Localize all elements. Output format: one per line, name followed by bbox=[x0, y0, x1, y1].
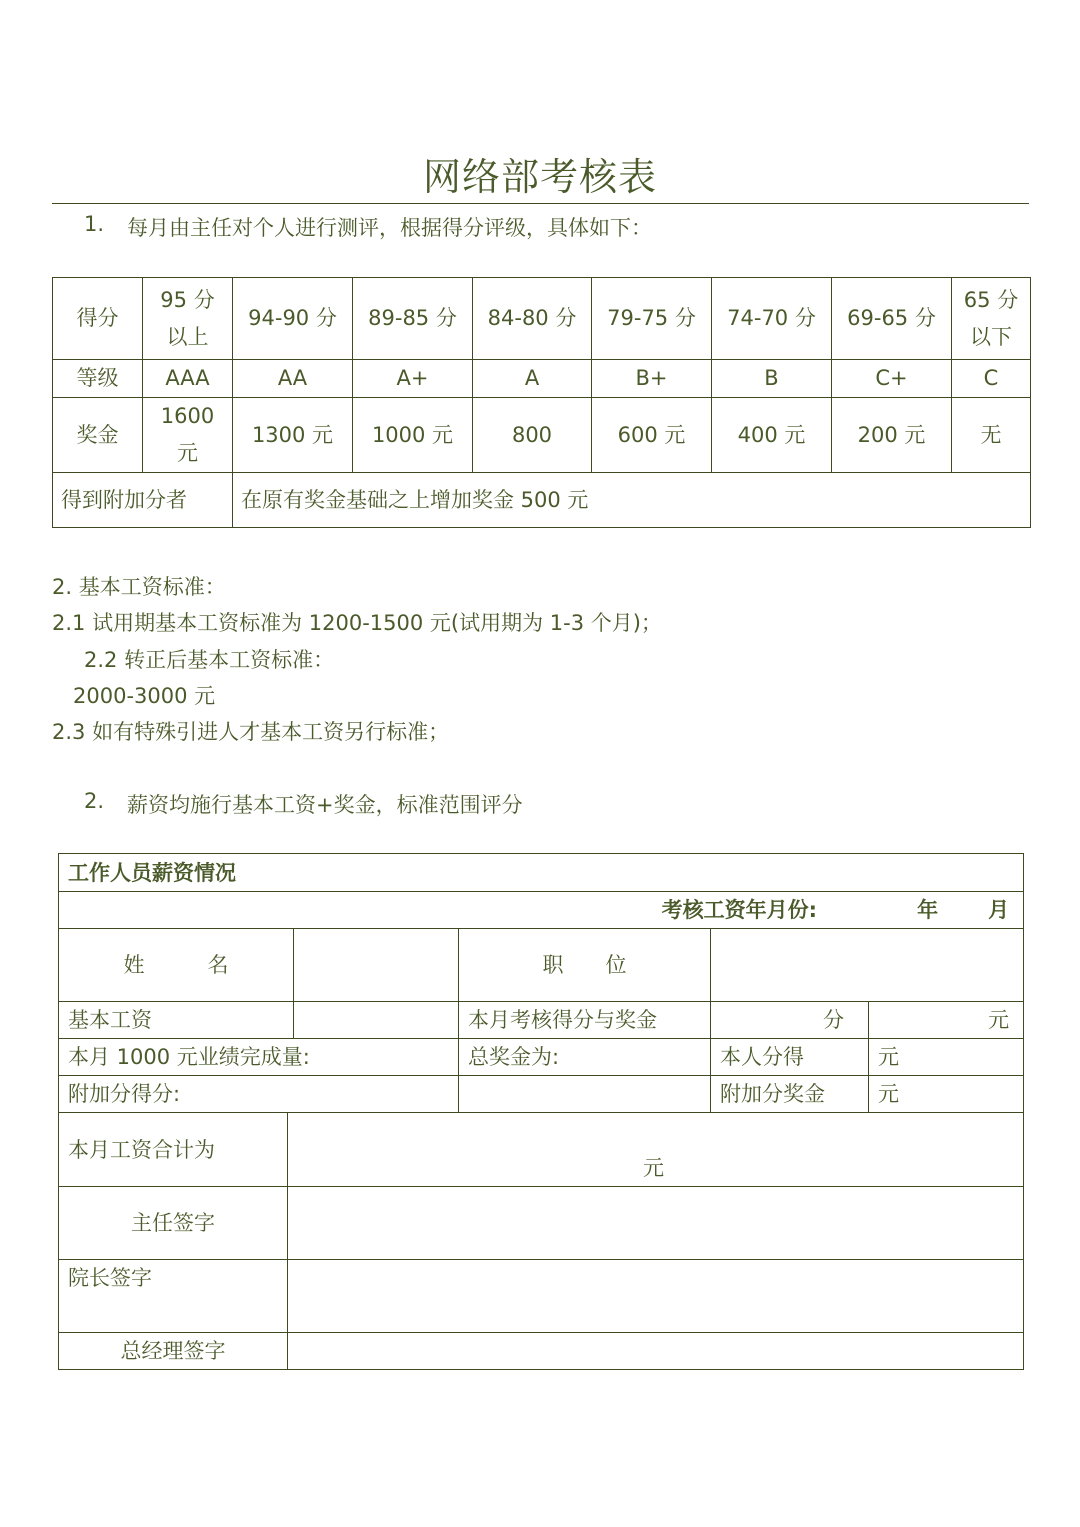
extra-row bbox=[53, 473, 1031, 528]
score-bonus-label: 本月考核得分与奖金 bbox=[459, 1002, 711, 1039]
score-cell: 94-90 分 bbox=[233, 278, 353, 360]
base-salary-value[interactable] bbox=[294, 1002, 459, 1039]
bonus-label: 奖金 bbox=[53, 398, 143, 473]
score-row bbox=[53, 278, 1031, 360]
section2-heading: 2. 基本工资标准： bbox=[52, 575, 226, 599]
period-cell bbox=[59, 892, 1024, 929]
monthly-total-value[interactable] bbox=[288, 1113, 1024, 1187]
title-divider bbox=[52, 203, 1029, 204]
grade-cell: A bbox=[473, 360, 592, 398]
director-sign-field[interactable] bbox=[288, 1187, 1024, 1260]
monthly-total-label: 本月工资合计为 bbox=[59, 1113, 288, 1187]
bonus-unit: 元 bbox=[869, 1002, 1024, 1039]
page-title: 网络部考核表 bbox=[422, 155, 657, 199]
grade-table bbox=[52, 277, 1031, 528]
dean-sign-field[interactable] bbox=[288, 1260, 1024, 1333]
extra-label: 得到附加分者 bbox=[53, 473, 233, 528]
section2-item-1: 2.1 试用期基本工资标准为 1200-1500 元(试用期为 1-3 个月)； bbox=[52, 611, 662, 635]
salary-table bbox=[58, 853, 1024, 1370]
score-unit: 分 bbox=[711, 1002, 869, 1039]
gm-sign-row bbox=[59, 1333, 1024, 1370]
score-label: 得分 bbox=[53, 278, 143, 360]
monthly-total-row bbox=[59, 1113, 1024, 1187]
bonus-cell: 1600 元 bbox=[143, 398, 233, 473]
score-cell: 65 分 以下 bbox=[952, 278, 1031, 360]
score-cell: 89-85 分 bbox=[353, 278, 473, 360]
period-year: 年 bbox=[917, 898, 939, 922]
bonus-cell: 1000 元 bbox=[353, 398, 473, 473]
position-value[interactable] bbox=[711, 929, 1024, 1002]
total-bonus-label: 总奖金为: bbox=[459, 1039, 711, 1076]
dean-sign-label: 院长签字 bbox=[59, 1260, 288, 1333]
dean-sign-row bbox=[59, 1260, 1024, 1333]
score-cell: 79-75 分 bbox=[592, 278, 712, 360]
base-salary-row bbox=[59, 1002, 1024, 1039]
gm-sign-label: 总经理签字 bbox=[59, 1333, 288, 1370]
grade-label: 等级 bbox=[53, 360, 143, 398]
period-month: 月 bbox=[988, 898, 1010, 922]
score-cell: 74-70 分 bbox=[712, 278, 832, 360]
section2-item-3: 2.3 如有特殊引进人才基本工资另行标准； bbox=[52, 720, 450, 744]
grade-cell: A+ bbox=[353, 360, 473, 398]
bonus-cell: 200 元 bbox=[832, 398, 952, 473]
name-label: 姓 名 bbox=[59, 929, 294, 1002]
extra-bonus-unit: 元 bbox=[869, 1076, 1024, 1113]
grade-cell: AAA bbox=[143, 360, 233, 398]
bonus-cell: 1300 元 bbox=[233, 398, 353, 473]
director-sign-row bbox=[59, 1187, 1024, 1260]
extra-value: 在原有奖金基础之上增加奖金 500 元 bbox=[233, 473, 1031, 528]
extra-score-value[interactable] bbox=[459, 1076, 711, 1113]
grade-cell: C bbox=[952, 360, 1031, 398]
personal-share-unit: 元 bbox=[869, 1039, 1024, 1076]
grade-cell: C+ bbox=[832, 360, 952, 398]
period-row bbox=[59, 892, 1024, 929]
performance-label: 本月 1000 元业绩完成量: bbox=[59, 1039, 459, 1076]
gm-sign-field[interactable] bbox=[288, 1333, 1024, 1370]
base-salary-label: 基本工资 bbox=[59, 1002, 294, 1039]
performance-row bbox=[59, 1039, 1024, 1076]
bonus-cell: 600 元 bbox=[592, 398, 712, 473]
section2-item-2-value: 2000-3000 元 bbox=[73, 684, 216, 708]
period-label: 考核工资年月份: bbox=[661, 898, 818, 922]
grade-cell: B+ bbox=[592, 360, 712, 398]
section3-number: 2. bbox=[84, 789, 105, 813]
position-label: 职 位 bbox=[459, 929, 711, 1002]
grade-cell: AA bbox=[233, 360, 353, 398]
director-sign-label: 主任签字 bbox=[59, 1187, 288, 1260]
bonus-cell: 无 bbox=[952, 398, 1031, 473]
salary-table-header: 工作人员薪资情况 bbox=[59, 854, 1024, 892]
salary-header-row bbox=[59, 854, 1024, 892]
extra-score-row bbox=[59, 1076, 1024, 1113]
name-row bbox=[59, 929, 1024, 1002]
section2-item-2: 2.2 转正后基本工资标准： bbox=[84, 648, 335, 672]
name-value[interactable] bbox=[294, 929, 459, 1002]
monthly-total-unit: 元 bbox=[643, 1156, 664, 1180]
score-cell: 84-80 分 bbox=[473, 278, 592, 360]
score-cell: 69-65 分 bbox=[832, 278, 952, 360]
grade-row bbox=[53, 360, 1031, 398]
bonus-row bbox=[53, 398, 1031, 473]
bonus-cell: 800 bbox=[473, 398, 592, 473]
score-cell: 95 分 以上 bbox=[143, 278, 233, 360]
section3-text: 薪资均施行基本工资+奖金，标准范围评分 bbox=[127, 793, 523, 817]
bonus-cell: 400 元 bbox=[712, 398, 832, 473]
grade-cell: B bbox=[712, 360, 832, 398]
extra-score-label: 附加分得分: bbox=[59, 1076, 459, 1113]
section1-text: 每月由主任对个人进行测评，根据得分评级，具体如下： bbox=[127, 216, 652, 240]
personal-share-label: 本人分得 bbox=[711, 1039, 869, 1076]
extra-bonus-label: 附加分奖金 bbox=[711, 1076, 869, 1113]
section1-number: 1. bbox=[84, 212, 105, 236]
